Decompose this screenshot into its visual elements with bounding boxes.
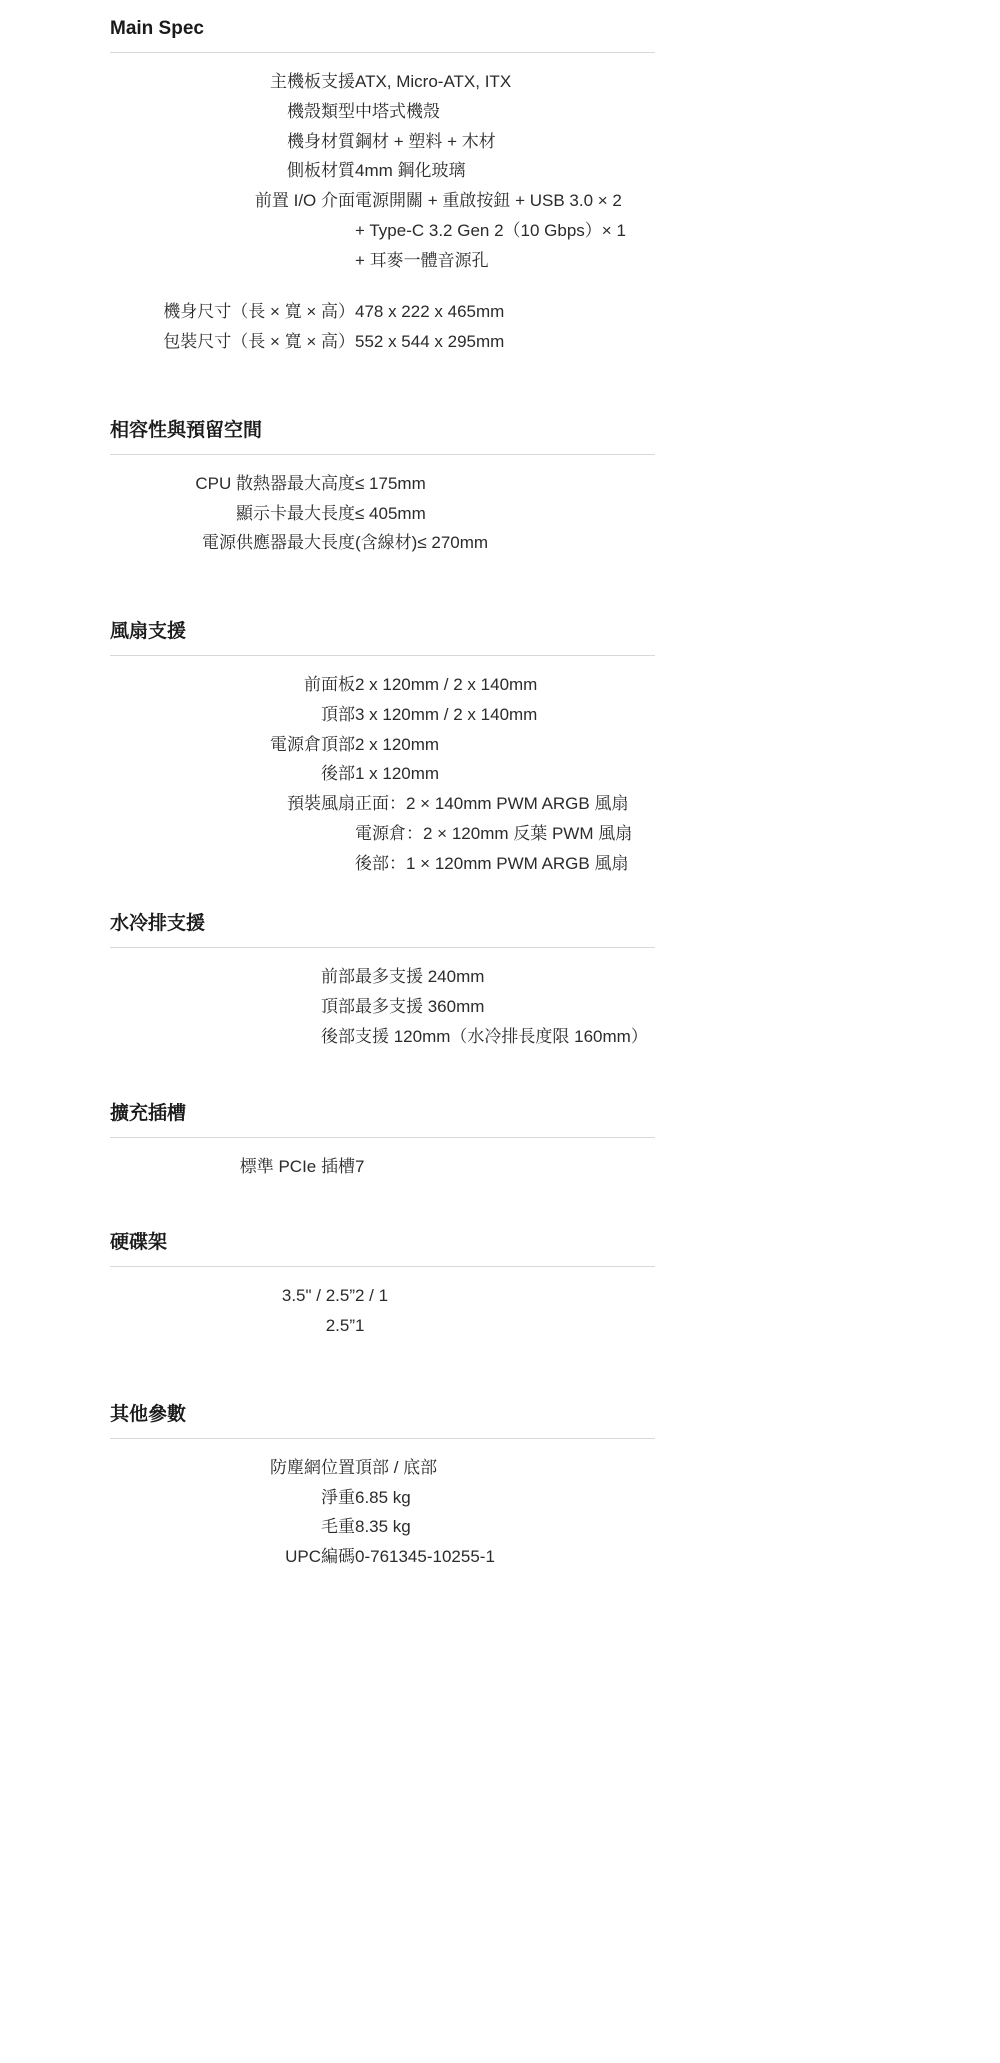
spec-label (0, 67, 355, 97)
table-row (0, 499, 1000, 529)
spec-value (355, 1453, 1000, 1483)
spec-label (0, 789, 355, 878)
spec-label (0, 327, 355, 357)
spec-value (355, 670, 1000, 700)
spec-label (0, 1483, 355, 1513)
spec-label (0, 1542, 355, 1572)
spec-table (0, 67, 1000, 357)
spec-value (355, 1512, 1000, 1542)
table-row (0, 1022, 1000, 1052)
spec-value (355, 67, 1000, 97)
spec-label-text: 前置 I/O 介面 (254, 191, 355, 210)
table-row (0, 67, 1000, 97)
section-drive-bays (0, 1227, 1000, 1341)
spec-label (0, 730, 355, 760)
spec-value-line: 4mm 鋼化玻璃 (355, 161, 466, 181)
spec-label (0, 1022, 355, 1052)
spec-value-line: 3 x 120mm / 2 x 140mm (355, 704, 538, 724)
spec-value (355, 730, 1000, 760)
spec-value-line: 1 x 120mm (355, 764, 440, 784)
spec-label (0, 992, 355, 1022)
spec-value (355, 1022, 1000, 1052)
spec-value (355, 499, 1000, 529)
table-row (0, 1152, 1000, 1182)
spec-label-text: 側板材質 (287, 161, 355, 181)
section-title: 風扇支援 (110, 621, 187, 642)
table-row (0, 127, 1000, 157)
spec-label (0, 127, 355, 157)
spec-value (355, 528, 1000, 558)
table-row (0, 156, 1000, 186)
table-row (0, 186, 1000, 275)
spec-value (355, 1281, 1000, 1311)
spec-label (0, 469, 355, 499)
section-title: 其他參數 (110, 1403, 187, 1425)
section-title: 水冷排支援 (110, 913, 206, 935)
table-row (0, 789, 1000, 878)
spec-value (355, 327, 1000, 357)
spec-label-text: 頂部 (321, 997, 355, 1016)
table-row (0, 1281, 1000, 1311)
spec-label-text: 機身尺寸（長 × 寬 × 高） (163, 302, 355, 322)
spec-label (0, 186, 355, 275)
spec-label-text: CPU 散熱器最大高度 (195, 473, 355, 493)
table-row (0, 1542, 1000, 1572)
spec-value-line: ATX, Micro-ATX, ITX (355, 72, 512, 91)
spec-label-text: 2.5” (325, 1316, 355, 1335)
spec-value-line: ≤ 405mm (355, 503, 426, 523)
section-title: 硬碟架 (110, 1232, 168, 1254)
spec-value (355, 789, 1000, 878)
spec-table (0, 670, 1000, 878)
spec-label (0, 499, 355, 529)
spec-value (355, 1542, 1000, 1572)
table-row (0, 97, 1000, 127)
spec-value-line: 1 (355, 1316, 365, 1335)
spec-label-text: 預裝風扇 (287, 794, 355, 813)
spec-value-line: 鋼材 + 塑料 + 木材 (355, 131, 496, 151)
spec-label-text: 後部 (321, 764, 355, 784)
spec-label-text: 標準 PCIe 插槽 (239, 1156, 355, 1176)
spec-value (355, 186, 1000, 275)
spec-label (0, 1512, 355, 1542)
spec-value-line: 中塔式機殼 (355, 101, 440, 121)
spec-value-line: 552 x 544 x 295mm (355, 332, 505, 351)
spec-label-text: 頂部 (321, 704, 355, 724)
spec-label-text: 電源供應器最大長度 (202, 533, 355, 553)
spec-table (0, 469, 1000, 558)
spec-value-line: 8.35 kg (355, 1517, 411, 1537)
spec-label-text: 毛重 (321, 1517, 355, 1537)
spec-value-line: ≤ 175mm (355, 473, 426, 493)
spec-value-line: 電源倉：2 × 120mm 反葉 PWM 風扇 (355, 823, 633, 843)
top-spacer (0, 0, 1000, 18)
spec-value-line: 2 x 120mm (355, 734, 440, 754)
section-compatibility (0, 415, 1000, 558)
spec-value (355, 1483, 1000, 1513)
table-row (0, 297, 1000, 327)
spec-table (0, 1152, 1000, 1182)
spec-label-text: UPC編碼 (285, 1547, 355, 1566)
spec-label (0, 97, 355, 127)
spec-value-line: + Type-C 3.2 Gen 2（10 Gbps）× 1 (355, 220, 626, 240)
spec-value-line: 6.85 kg (355, 1487, 411, 1507)
spec-value-line: + 耳麥一體音源孔 (355, 250, 489, 270)
table-row (0, 992, 1000, 1022)
spec-value-line: 正面：2 × 140mm PWM ARGB 風扇 (355, 794, 629, 813)
section-radiator-support (0, 908, 1000, 1051)
spec-label (0, 1311, 355, 1341)
spec-label-text: 後部 (321, 1026, 355, 1046)
spec-value-line: 最多支援 360mm (355, 997, 485, 1016)
spec-label-text: 顯示卡最大長度 (236, 503, 355, 523)
section-main-spec (0, 18, 1000, 357)
spec-table (0, 1453, 1000, 1572)
section-other-parameters (0, 1399, 1000, 1572)
table-row (0, 327, 1000, 357)
spec-value (355, 156, 1000, 186)
spec-value (355, 1311, 1000, 1341)
table-row (0, 730, 1000, 760)
spec-value-line: 2 x 120mm / 2 x 140mm (355, 675, 538, 694)
spec-table (0, 1281, 1000, 1341)
spec-table (0, 962, 1000, 1051)
spec-label (0, 759, 355, 789)
spec-value-line: 支援 120mm（水冷排長度限 160mm） (355, 1026, 648, 1046)
spec-value (355, 127, 1000, 157)
spec-label-text: 3.5" / 2.5” (281, 1286, 355, 1306)
spec-label-text: 包裝尺寸（長 × 寬 × 高） (163, 332, 355, 351)
table-row (0, 700, 1000, 730)
table-row-spacer (0, 275, 1000, 297)
table-row (0, 469, 1000, 499)
spec-label-text: 防塵網位置 (270, 1457, 355, 1477)
table-row (0, 962, 1000, 992)
table-row (0, 759, 1000, 789)
spec-value-line: 電源開關 + 重啟按鈕 + USB 3.0 × 2 (355, 191, 622, 210)
spec-label (0, 962, 355, 992)
spec-label (0, 1453, 355, 1483)
table-row (0, 1453, 1000, 1483)
section-title: Main Spec (110, 18, 204, 39)
spec-label (0, 670, 355, 700)
spec-value-line: (含線材)≤ 270mm (355, 533, 489, 553)
spec-label (0, 700, 355, 730)
table-row (0, 528, 1000, 558)
spec-label (0, 1281, 355, 1311)
spec-value (355, 759, 1000, 789)
spec-value (355, 469, 1000, 499)
spec-value-line: 478 x 222 x 465mm (355, 302, 505, 322)
spec-value (355, 1152, 1000, 1182)
spec-label-text: 主機板支援 (270, 72, 355, 91)
spec-value-line: 最多支援 240mm (355, 967, 485, 987)
spec-value-line: 0-761345-10255-1 (355, 1547, 495, 1566)
spec-label-text: 淨重 (321, 1487, 355, 1507)
section-title: 擴充插槽 (110, 1102, 187, 1124)
table-row (0, 1512, 1000, 1542)
spec-value (355, 297, 1000, 327)
spec-value-line: 後部：1 × 120mm PWM ARGB 風扇 (355, 853, 629, 873)
section-title: 相容性與預留空間 (110, 419, 263, 441)
spec-value (355, 700, 1000, 730)
spec-label (0, 297, 355, 327)
spec-label-text: 機殼類型 (287, 101, 355, 121)
spec-label (0, 1152, 355, 1182)
spec-label-text: 前面板 (304, 675, 355, 694)
spec-label-text: 機身材質 (287, 131, 355, 151)
spec-value (355, 962, 1000, 992)
table-row (0, 1483, 1000, 1513)
section-fan-support (0, 616, 1000, 878)
table-row (0, 1311, 1000, 1341)
spec-label (0, 528, 355, 558)
spec-label-text: 電源倉頂部 (270, 734, 355, 754)
table-row (0, 670, 1000, 700)
spec-value (355, 992, 1000, 1022)
section-expansion-slots (0, 1098, 1000, 1182)
spec-value-line: 7 (355, 1156, 365, 1176)
spec-value-line: 頂部 / 底部 (355, 1457, 438, 1477)
spec-value (355, 97, 1000, 127)
spec-label-text: 前部 (321, 967, 355, 987)
spec-label (0, 156, 355, 186)
spec-value-line: 2 / 1 (355, 1286, 389, 1306)
